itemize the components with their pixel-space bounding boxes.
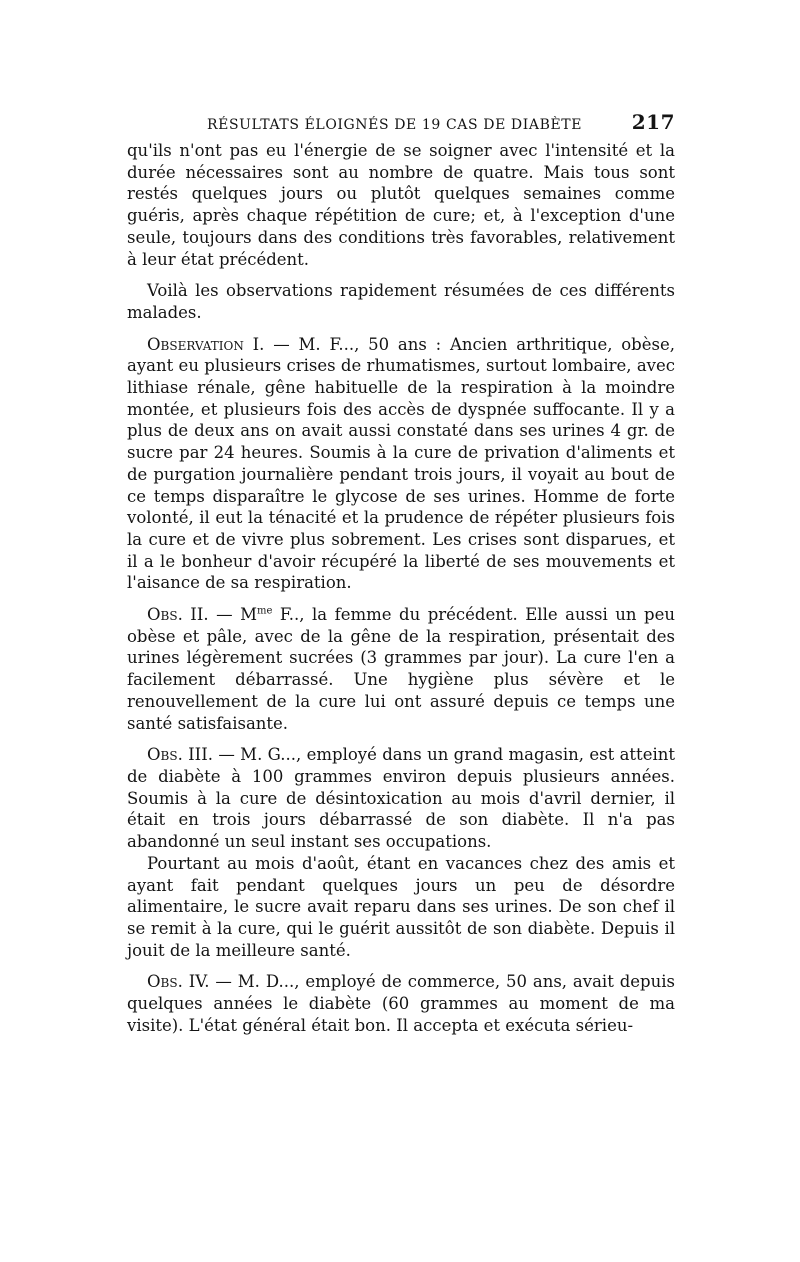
page-number: 217 (631, 110, 675, 134)
observation-2-prefix: — M (208, 605, 257, 625)
observation-2-superscript: me (256, 605, 273, 617)
observation-1-label: Observation I. (147, 334, 265, 354)
observation-3 (127, 744, 675, 853)
observation-4 (127, 971, 675, 1036)
observation-2-text: F.., la femme du précédent. Elle aussi un peu obèse et pâle, avec de la gêne de la respiration, présentait des urines légèrement sucrées (3 grammes par jour). La cure l'en a facilement débarrassé. Une hygiène plus sévère et le renouvellement de la cure lui ont assuré depuis ce temps une santé satisfaisante. (127, 605, 675, 733)
observation-1 (127, 334, 675, 594)
observation-3-label: Obs. III. (147, 745, 213, 765)
running-head (127, 110, 675, 134)
observation-2 (127, 604, 675, 734)
observation-2-label: Obs. II. (147, 605, 209, 625)
observation-4-text: — M. D..., employé de commerce, 50 ans, avait depuis quelques années le diabète (60 grammes au moment de ma visite). L'état général était bon. Il accepta et exécuta sérieu- (127, 972, 675, 1035)
observation-3-continuation: Pourtant au mois d'août, étant en vacances chez des amis et ayant fait pendant quelques jours un peu de désordre alimentaire, le sucre avait reparu dans ses urines. De son chef il se remit à la cure, qui le guérit aussitôt de son diabète. Depuis il jouit de la meilleure santé. (127, 853, 675, 960)
running-head-title: RÉSULTATS ÉLOIGNÉS DE 19 CAS DE DIABÈTE (207, 117, 583, 133)
book-page (127, 110, 675, 1036)
observation-4-label: Obs. IV. (147, 972, 210, 992)
paragraph-continuation: qu'ils n'ont pas eu l'énergie de se soigner avec l'intensité et la durée nécessaires sont au nombre de quatre. Mais tous sont restés quelques jours ou plutôt quelques semaines comme guéris, après chaque répétition de cure; et, à l'exception d'une seule, toujours dans des conditions très favorables, relativement à leur état précédent. (127, 141, 675, 269)
observation-1-text: — M. F..., 50 ans : Ancien arthritique, obèse, ayant eu plusieurs crises de rhumatismes, surtout lombaire, avec lithiase rénale, gêne habituelle de la respiration à la moindre montée, et plusieurs fois des accès de dyspnée suffocante. Il y a plus de deux ans on avait aussi constaté dans ses urines 4 gr. de sucre par 24 heures. Soumis à la cure de privation d'aliments et de purgation journalière pendant trois jours, il voyait au bout de ce temps disparaître le glycose de ses urines. Homme de forte volonté, il eut la ténacité et la prudence de répéter plusieurs fois la cure et de vivre plus sobrement. Les crises sont disparues, et il a le bonheur d'avoir récupéré la liberté de ses mouvements et l'aisance de sa respiration. (127, 334, 675, 593)
observation-3-text: — M. G..., employé dans un grand magasin, est atteint de diabète à 100 grammes environ depuis plusieurs années. Soumis à la cure de désintoxication au mois d'avril dernier, il était en trois jours débarrassé de son diabète. Il n'a pas abandonné un seul instant ses occupations. (127, 745, 675, 852)
paragraph-intro: Voilà les observations rapidement résumées de ces différents malades. (127, 281, 675, 322)
